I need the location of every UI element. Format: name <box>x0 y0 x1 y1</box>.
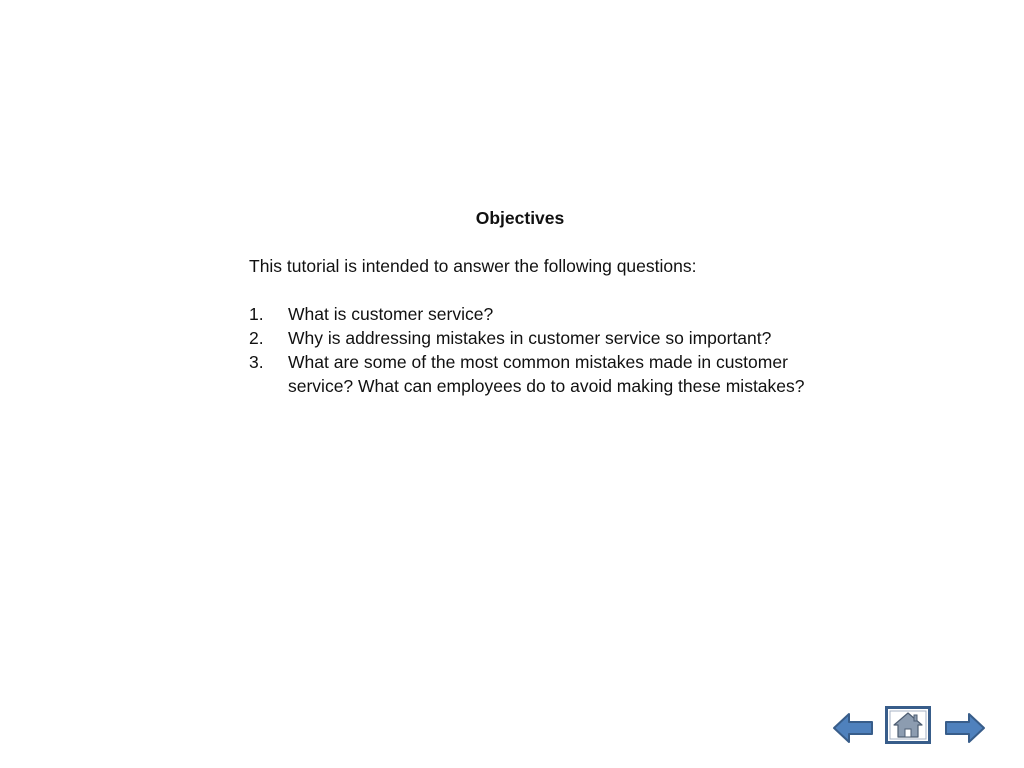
questions-list <box>249 302 849 398</box>
list-item-number: 1. <box>249 304 264 324</box>
slide-title: Objectives <box>475 208 565 228</box>
list-item-text: What are some of the most common mistakes made in customer service? What can employees do to avoid making these mistakes? <box>288 352 805 396</box>
list-item-text: What is customer service? <box>288 304 494 324</box>
list-item-text: Why is addressing mistakes in customer service so important? <box>288 328 772 348</box>
list-item <box>249 350 849 398</box>
home-button[interactable] <box>885 706 931 744</box>
list-item-number: 2. <box>249 328 264 348</box>
list-item <box>249 302 849 326</box>
list-item-number: 3. <box>249 352 264 372</box>
intro-text: This tutorial is intended to answer the following questions: <box>249 256 697 276</box>
list-item <box>249 326 849 350</box>
navigation-bar <box>832 706 992 746</box>
home-icon <box>885 706 931 744</box>
left-arrow-icon <box>832 712 874 744</box>
next-button[interactable] <box>944 712 986 744</box>
objectives-content <box>249 206 849 398</box>
back-button[interactable] <box>832 712 874 744</box>
right-arrow-icon <box>944 712 986 744</box>
